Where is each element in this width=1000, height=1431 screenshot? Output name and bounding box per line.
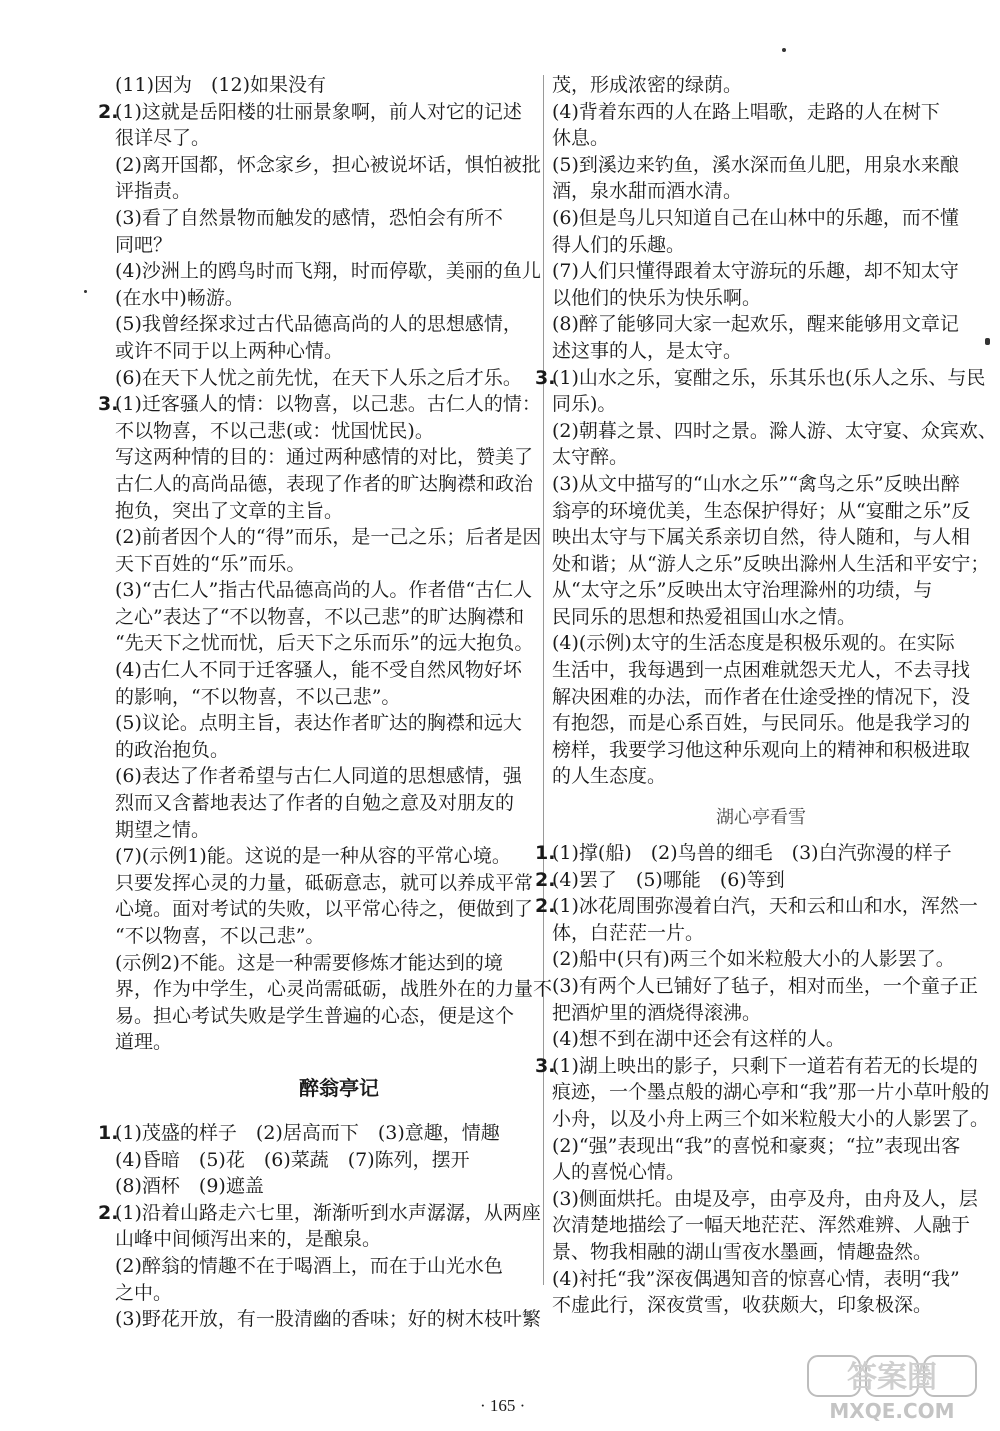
answer-line	[552, 1266, 970, 1293]
answer-line	[115, 1253, 533, 1280]
answer-line	[552, 763, 970, 790]
answer-line	[552, 551, 990, 578]
answer-text: (4)想不到在湖中还会有这样的人。	[552, 1028, 845, 1051]
answer-text: (4)背着东西的人在路上唱歌，走路的人在树下	[552, 100, 940, 123]
answer-line	[535, 867, 970, 894]
answer-line	[552, 178, 970, 205]
answer-line	[552, 657, 970, 684]
answer-line	[115, 498, 533, 525]
answer-line	[115, 763, 533, 790]
question-number: 2.	[535, 895, 556, 918]
answer-line	[115, 444, 533, 471]
answer-line	[115, 976, 553, 1003]
answer-text: (3)从文中描写的“山水之乐”“禽鸟之乐”反映出醉	[552, 472, 960, 495]
answer-text: (1)这就是岳阳楼的壮丽景象啊，前人对它的记述	[115, 100, 522, 123]
answer-text: 很详尽了。	[115, 127, 211, 150]
answer-text: 不以物喜，不以己悲(或：忧国忧民)。	[115, 419, 434, 442]
answer-line	[552, 338, 970, 365]
answer-line	[115, 896, 533, 923]
answer-line	[552, 285, 970, 312]
answer-line	[115, 232, 533, 259]
answer-text: (1)冰花周围弥漫着白汽，天和云和山和水，浑然一	[552, 895, 978, 918]
watermark-logo-text: 答案圈	[847, 1360, 937, 1395]
section-title-zuiwengting: 醉翁亭记	[299, 1075, 379, 1100]
answer-text: 茂，形成浓密的绿荫。	[552, 74, 743, 96]
answer-line	[115, 737, 533, 764]
answer-text: 的人生态度。	[552, 765, 667, 788]
answer-text: (7)人们只懂得跟着太守游玩的乐趣，却不知太守	[552, 260, 959, 283]
answer-text: (3)有两个人已铺好了毡子，相对而坐，一个童子正	[552, 975, 978, 997]
answer-text: 述这事的人，是太守。	[552, 339, 743, 362]
column-divider	[543, 75, 544, 1285]
answer-text: (4)罢了 (5)哪能 (6)等到	[552, 868, 785, 891]
answer-line	[115, 1003, 533, 1030]
answer-text: 酒，泉水甜而酒水清。	[552, 180, 743, 203]
answer-text: 景、物我相融的湖山雪夜水墨画，情趣盎然。	[552, 1240, 933, 1263]
left-column	[98, 72, 553, 1333]
answer-text: (1)山水之乐，宴酣之乐，乐其乐也(乐人之乐、与民	[552, 366, 986, 389]
answer-text: 有抱怨，而是心系百姓，与民同乐。他是我学习的	[552, 712, 971, 735]
answer-line	[115, 471, 533, 498]
answer-text: (1)湖上映出的影子，只剩下一道若有若无的长堤的	[552, 1054, 978, 1077]
left-answers-b	[98, 1120, 541, 1333]
answer-text: 痕迹，一个墨点般的湖心亭和“我”那一片小草叶般的	[552, 1081, 990, 1104]
answer-text: (2)船中(只有)两三个如米粒般大小的人影罢了。	[552, 948, 955, 971]
answer-text: “先天下之忧而忧，后天下之乐而乐”的远大抱负。	[115, 632, 534, 655]
answer-line	[552, 152, 970, 179]
answer-text: (3)“古仁人”指古代品德高尚的人。作者借“古仁人	[115, 579, 533, 602]
answer-text: (7)(示例1)能。这说的是一种从容的平常心境。	[115, 845, 511, 868]
answer-line	[552, 125, 970, 152]
answer-line	[552, 311, 970, 338]
answer-text: (4)古仁人不同于迁客骚人，能不受自然风物好坏	[115, 659, 522, 682]
answer-line	[552, 444, 970, 471]
answer-text: 休息。	[552, 127, 610, 150]
answer-line	[98, 99, 533, 126]
answer-text: (6)在天下人忧之前先忧，在天下人乐之后才乐。	[115, 366, 522, 389]
answer-text: 翁亭的环境优美，生态保护得好；从“宴酣之乐”反	[552, 499, 971, 522]
answer-text: 同吧？	[115, 233, 173, 256]
answer-text: (1)迁客骚人的情：以物喜，以己悲。古仁人的情：	[115, 393, 541, 416]
watermark-url: MXQE.COM	[829, 1399, 955, 1423]
answer-text: (4)沙洲上的鸥鸟时而飞翔，时而停歇，美丽的鱼儿	[115, 260, 541, 283]
answer-text: (3)侧面烘托。由堤及亭，由亭及舟，由舟及人，层	[552, 1187, 978, 1210]
question-number: 2.	[98, 100, 119, 123]
answer-line	[552, 205, 970, 232]
answer-line	[115, 72, 533, 99]
answer-text: 小舟，以及小舟上两三个如米粒般大小的人影罢了。	[552, 1107, 990, 1130]
answer-line	[115, 870, 533, 897]
answer-text: (5)我曾经探求过古代品德高尚的人的思想感情，	[115, 313, 522, 336]
answer-text: 解决困难的办法，而作者在仕途受挫的情况下，没	[552, 685, 971, 708]
answer-text: (2)“强”表现出“我”的喜悦和豪爽；“拉”表现出客	[552, 1134, 961, 1157]
answer-line	[552, 630, 970, 657]
answer-line	[552, 524, 970, 551]
question-number: 2.	[535, 868, 556, 891]
answer-line	[115, 710, 533, 737]
answer-line	[115, 1173, 533, 1200]
question-number: 3.	[98, 393, 119, 416]
answer-text: (2)朝暮之景、四时之景。滁人游、太守宴、众宾欢、	[552, 419, 997, 442]
answer-text: 民同乐的思想和热爱祖国山水之情。	[552, 605, 857, 628]
answer-text: 界，作为中学生，心灵尚需砥砺，战胜外在的力量不	[115, 978, 553, 1001]
answer-line	[552, 498, 970, 525]
answer-line	[98, 1200, 541, 1227]
answer-text: (1)沿着山路走六七里，渐渐听到水声潺潺，从两座	[115, 1201, 541, 1224]
page-number: · 165 ·	[480, 1396, 526, 1415]
answer-text: 人的喜悦心情。	[552, 1161, 686, 1184]
scan-speck	[985, 338, 990, 345]
question-number: 3.	[535, 1054, 556, 1077]
answer-text: 同乐)。	[552, 393, 617, 416]
answer-line	[115, 630, 533, 657]
answer-line	[552, 1000, 970, 1027]
answer-line	[115, 684, 533, 711]
answer-line	[552, 577, 970, 604]
answer-line	[115, 365, 533, 392]
watermark-logo	[800, 1350, 985, 1425]
answer-line	[552, 99, 970, 126]
answer-text: 的政治抱负。	[115, 738, 230, 761]
section-title-huxinting: 湖心亭看雪	[716, 807, 806, 829]
answer-line	[115, 1280, 533, 1307]
answer-text: (4)昏暗 (5)花 (6)菜蔬 (7)陈列，摆开	[115, 1148, 470, 1171]
answer-line	[552, 1133, 970, 1160]
answer-text: 期望之情。	[115, 818, 211, 841]
answer-line	[115, 577, 533, 604]
answer-text: “不以物喜，不以己悲”。	[115, 925, 325, 947]
answer-line	[98, 391, 541, 418]
answer-text: 易。担心考试失败是学生普遍的心态，便是这个	[115, 1004, 515, 1027]
answer-line	[552, 684, 970, 711]
answer-line	[115, 338, 533, 365]
right-answers-b	[535, 840, 990, 1319]
answer-line	[552, 737, 970, 764]
answer-text: (11)因为 (12)如果没有	[115, 74, 327, 96]
answer-text: 榜样，我要学习他这种乐观向上的精神和积极进取	[552, 738, 971, 761]
answer-line	[115, 657, 533, 684]
answer-text: 从“太守之乐”反映出太守治理滁州的功绩，与	[552, 579, 933, 602]
answer-text: (4)(示例)太守的生活态度是积极乐观的。在实际	[552, 632, 955, 655]
answer-text: (5)议论。点明主旨，表达作者旷达的胸襟和远大	[115, 712, 522, 735]
answer-line	[98, 1120, 533, 1147]
answer-line	[115, 1306, 541, 1333]
answer-text: 之心”表达了“不以物喜，不以己悲”的旷达胸襟和	[115, 605, 525, 628]
answer-line	[552, 1079, 990, 1106]
answer-text: 体，白茫茫一片。	[552, 921, 705, 944]
answer-line	[115, 311, 533, 338]
answer-line	[552, 1212, 970, 1239]
answer-line	[115, 178, 533, 205]
answer-text: (6)表达了作者希望与古仁人同道的思想感情，强	[115, 765, 522, 788]
answer-text: 映出太守与下属关系亲切自然，待人随和，与人相	[552, 526, 971, 549]
answer-line	[552, 1186, 978, 1213]
question-number: 2.	[98, 1201, 119, 1224]
answer-line	[115, 285, 533, 312]
left-answers-a	[98, 72, 553, 1056]
answer-text: (2)醉翁的情趣不在于喝酒上，而在于山光水色	[115, 1254, 503, 1277]
answer-line	[115, 923, 533, 950]
answer-line	[115, 258, 541, 285]
answer-text: 烈而又含蓄地表达了作者的自勉之意及对朋友的	[115, 792, 515, 815]
answer-text: (2)前者因个人的“得”而乐，是一己之乐；后者是因	[115, 526, 542, 549]
answer-text: 古仁人的高尚品德，表现了作者的旷达胸襟和政治	[115, 472, 534, 495]
question-number: 1.	[98, 1121, 119, 1144]
answer-line	[115, 843, 533, 870]
answer-text: 道理。	[115, 1031, 173, 1054]
answer-text: (1)撑(船) (2)鸟兽的细毛 (3)白汽弥漫的样子	[552, 842, 952, 865]
answer-line	[115, 604, 533, 631]
scan-speck	[84, 290, 87, 293]
right-answers-a	[535, 72, 997, 790]
answer-text: (1)茂盛的样子 (2)居高而下 (3)意趣，情趣	[115, 1121, 500, 1144]
answer-text: 次清楚地描绘了一幅天地茫茫、浑然难辨、人融于	[552, 1214, 971, 1237]
answer-line	[535, 1053, 978, 1080]
answer-text: (8)醉了能够同大家一起欢乐，醒来能够用文章记	[552, 313, 959, 336]
question-number: 1.	[535, 842, 556, 865]
answer-text: 以他们的快乐为快乐啊。	[552, 286, 762, 309]
answer-line	[552, 710, 970, 737]
answer-text: 不虚此行，深夜赏雪，收获颇大，印象极深。	[552, 1294, 933, 1317]
answer-text: (3)野花开放，有一股清幽的香味；好的树木枝叶繁	[115, 1308, 541, 1331]
answer-text: (3)看了自然景物而触发的感情，恐怕会有所不	[115, 206, 503, 229]
answer-line	[535, 893, 978, 920]
answer-text: 把酒炉里的酒烧得滚沸。	[552, 1001, 762, 1024]
answer-text: 生活中，我每遇到一点困难就怨天尤人，不去寻找	[552, 659, 971, 682]
answer-line	[552, 1292, 970, 1319]
answer-line	[115, 551, 533, 578]
answer-text: (8)酒杯 (9)遮盖	[115, 1175, 264, 1198]
answer-text: 天下百姓的“乐”而乐。	[115, 552, 306, 575]
answer-line	[552, 391, 970, 418]
answer-line	[535, 840, 970, 867]
answer-line	[552, 1026, 970, 1053]
answer-text: (2)离开国都，怀念家乡，担心被说坏话，惧怕被批	[115, 153, 541, 176]
answer-line	[552, 604, 970, 631]
answer-text: 的影响，“不以物喜，不以己悲”。	[115, 685, 401, 708]
answer-text: 只要发挥心灵的力量，砥砺意志，就可以养成平常	[115, 871, 534, 894]
answer-text: 山峰中间倾泻出来的，是酿泉。	[115, 1228, 382, 1251]
answer-text: 太守醉。	[552, 446, 629, 469]
answer-line	[115, 418, 533, 445]
answer-line	[115, 790, 533, 817]
answer-line	[552, 232, 970, 259]
answer-text: 心境。面对考试的失败，以平常心待之，便做到了	[115, 898, 534, 921]
answer-text: (示例2)不能。这是一种需要修炼才能达到的境	[115, 951, 503, 974]
answer-line	[552, 973, 978, 1000]
answer-text: (在水中)畅游。	[115, 286, 244, 309]
answer-line	[115, 1147, 533, 1174]
answer-line	[552, 1239, 970, 1266]
answer-line	[552, 920, 970, 947]
answer-line	[115, 152, 541, 179]
answer-line	[535, 365, 986, 392]
answer-line	[552, 946, 970, 973]
answer-text: (5)到溪边来钓鱼，溪水深而鱼儿肥，用泉水来酿	[552, 153, 959, 176]
answer-line	[552, 1106, 990, 1133]
answer-text: 得人们的乐趣。	[552, 233, 686, 256]
answer-line	[115, 1226, 533, 1253]
answer-line	[115, 125, 533, 152]
answer-text: 之中。	[115, 1281, 173, 1304]
answer-text: 或许不同于以上两种心情。	[115, 339, 344, 362]
answer-line	[115, 1029, 533, 1056]
answer-line	[552, 418, 997, 445]
answer-text: 处和谐；从“游人之乐”反映出滁州人生活和平安宁；	[552, 552, 990, 575]
answer-text: 写这两种情的目的：通过两种感情的对比，赞美了	[115, 446, 534, 469]
answer-text: (6)但是鸟儿只知道自己在山林中的乐趣，而不懂	[552, 206, 959, 229]
answer-text: 评指责。	[115, 180, 192, 203]
answer-line	[552, 258, 970, 285]
answer-line	[115, 205, 533, 232]
answer-text: 抱负，突出了文章的主旨。	[115, 499, 344, 522]
answer-line	[115, 524, 542, 551]
scan-speck	[782, 48, 786, 52]
answer-line	[115, 950, 533, 977]
answer-text: (4)衬托“我”深夜偶遇知音的惊喜心情，表明“我”	[552, 1267, 960, 1290]
answer-line	[552, 72, 970, 99]
answer-line	[552, 471, 970, 498]
right-column	[535, 72, 997, 1319]
question-number: 3.	[535, 366, 556, 389]
answer-line	[552, 1159, 970, 1186]
answer-line	[115, 817, 533, 844]
